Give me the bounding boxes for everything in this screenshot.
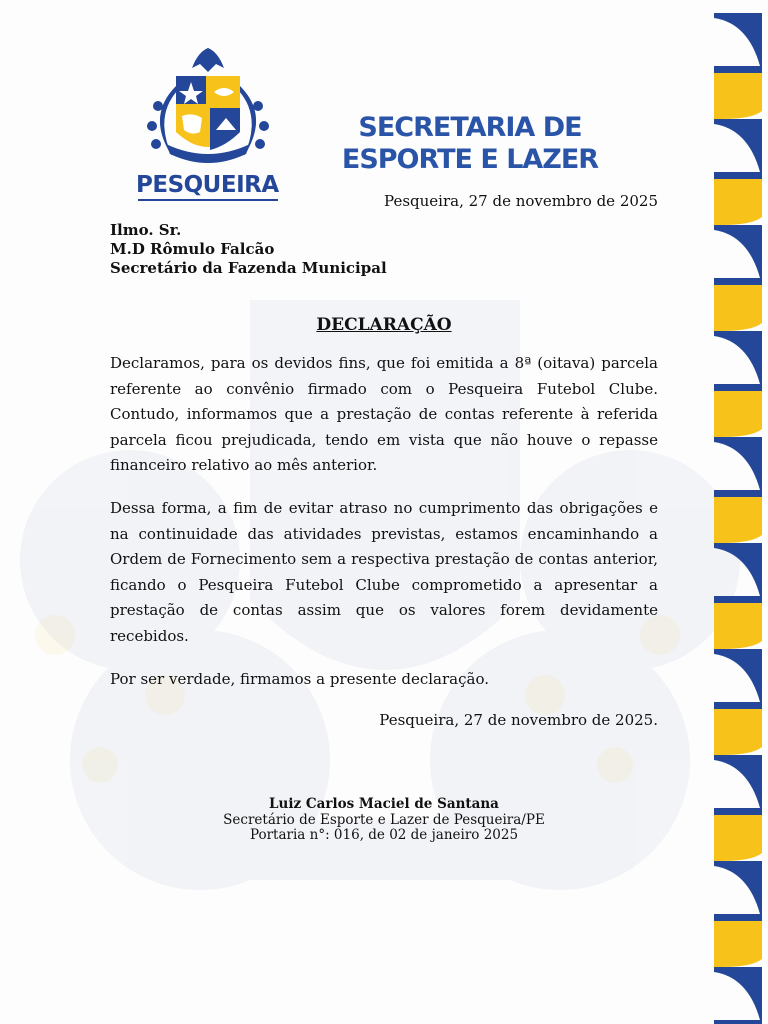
logo-name: PESQUEIRA (136, 172, 279, 198)
department-title (320, 112, 620, 176)
signatory-role: Secretário de Esporte e Lazer de Pesqueira/PE (223, 811, 545, 828)
addressee-block (110, 221, 387, 278)
document-date-bottom: Pesqueira, 27 de novembro de 2025. (379, 711, 658, 729)
department-title-line1: SECRETARIA DE (358, 112, 582, 143)
addressee-name: M.D Rômulo Falcão (110, 240, 275, 258)
body-paragraph: Por ser verdade, firmamos a presente declaração. (110, 669, 489, 688)
body-paragraph: Dessa forma, a fim de evitar atraso no cumprimento das obrigações e na continuidade das atividades previstas, estamos encaminhando a Ordem de Fornecimento sem a respectiva prestação de contas anterior, ficando o Pesqueira Futebol Clube comprometido a apresentar a prestação de contas assim que os valores forem devidamente recebidos. (110, 498, 658, 645)
signatory-ordinance: Portaria n°: 016, de 02 de janeiro 2025 (249, 827, 519, 843)
document-body (110, 351, 658, 692)
document-date-top: Pesqueira, 27 de novembro de 2025 (384, 192, 658, 210)
body-paragraph: Declaramos, para os devidos fins, que foi emitida a 8ª (oitava) parcela referente ao convênio firmado com o Pesqueira Futebol Clube. Contudo, informamos que a prestação de contas referente à referida parcela ficou prejudicada, tendo em vista que não houve o repasse financeiro relativo ao mês anterior. (110, 354, 658, 475)
eagle-icon (192, 48, 224, 72)
signature-block (184, 797, 584, 844)
addressee-salutation: Ilmo. Sr. (110, 221, 182, 239)
addressee-role: Secretário da Fazenda Municipal (110, 259, 387, 277)
document-title: DECLARAÇÃO (316, 315, 452, 335)
department-title-line2: ESPORTE E LAZER (341, 144, 599, 175)
decorative-side-strip (708, 0, 768, 1024)
signatory-name: Luiz Carlos Maciel de Santana (269, 796, 499, 812)
